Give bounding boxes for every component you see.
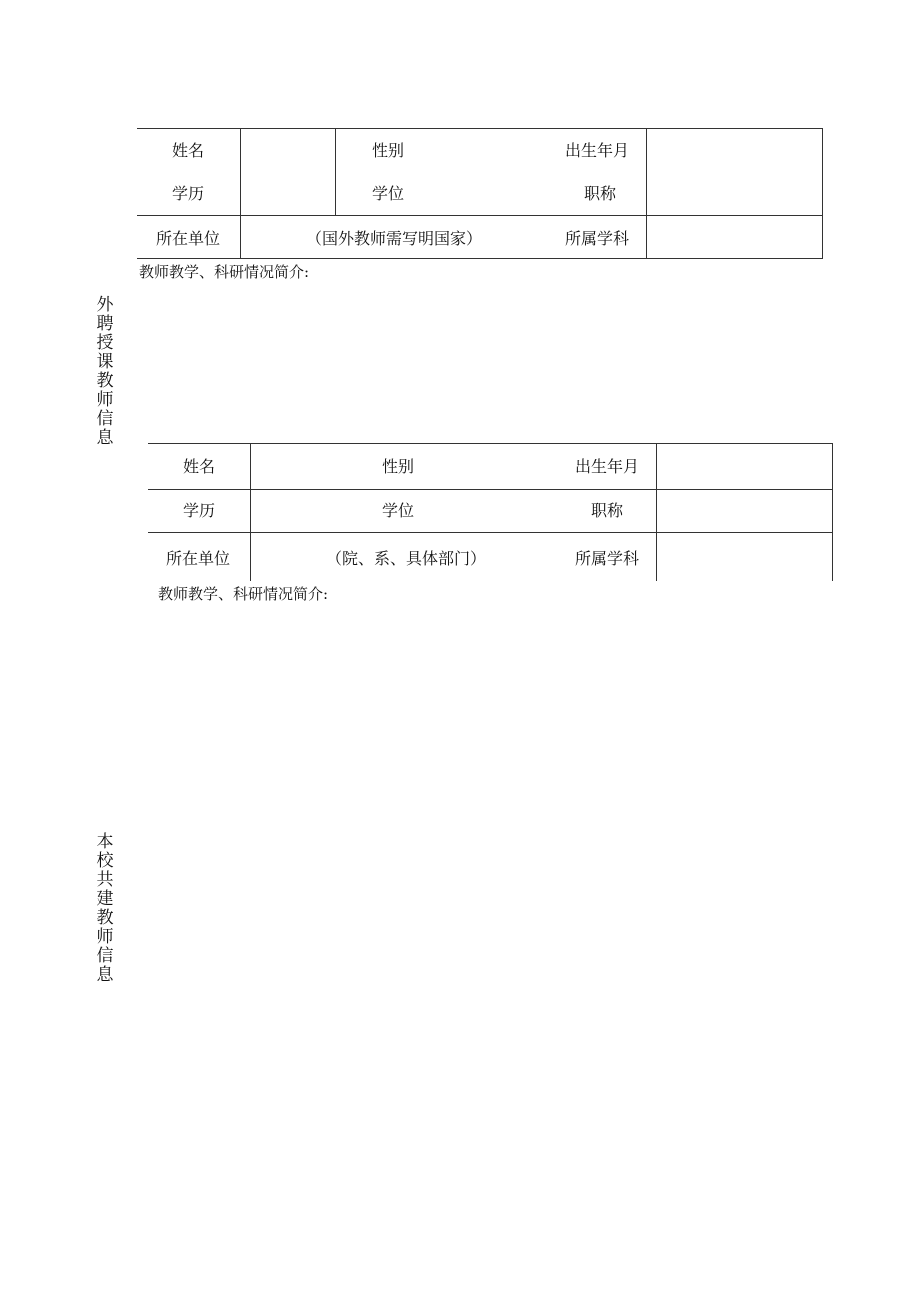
degree-label: 学位 bbox=[372, 184, 405, 203]
education-label: 学历 bbox=[183, 501, 216, 520]
name-label: 姓名 bbox=[183, 457, 216, 476]
name-field[interactable] bbox=[242, 130, 334, 172]
title-field[interactable] bbox=[658, 491, 831, 531]
intro-area[interactable] bbox=[158, 606, 833, 1026]
internal-side-label: 本校共建教师信息 bbox=[96, 832, 114, 985]
education-label: 学历 bbox=[172, 184, 205, 203]
table2-col-divider-1 bbox=[250, 443, 251, 581]
table2-col-divider-2 bbox=[656, 443, 657, 581]
table1-col-divider-1 bbox=[240, 128, 241, 259]
unit-hint[interactable]: （国外教师需写明国家） bbox=[306, 229, 483, 248]
discipline-field[interactable] bbox=[658, 534, 831, 580]
table1-col-divider-3 bbox=[646, 128, 647, 259]
birth-label: 出生年月 bbox=[575, 457, 640, 476]
table1-col-divider-2 bbox=[335, 128, 336, 215]
table2-right-border bbox=[832, 443, 833, 581]
table1-right-border bbox=[822, 128, 823, 259]
birth-label: 出生年月 bbox=[565, 141, 630, 160]
unit-hint[interactable]: （院、系、具体部门） bbox=[326, 549, 487, 568]
birth-field[interactable] bbox=[658, 445, 831, 488]
intro-area[interactable] bbox=[139, 284, 823, 434]
title-label: 职称 bbox=[591, 501, 624, 520]
intro-label: 教师教学、科研情况简介: bbox=[158, 585, 329, 603]
discipline-label: 所属学科 bbox=[565, 229, 630, 248]
title-label: 职称 bbox=[584, 184, 617, 203]
gender-label: 性别 bbox=[382, 457, 415, 476]
discipline-field[interactable] bbox=[648, 217, 821, 257]
unit-label: 所在单位 bbox=[156, 229, 221, 248]
name-label: 姓名 bbox=[172, 141, 205, 160]
photo-field[interactable] bbox=[648, 130, 821, 214]
intro-label: 教师教学、科研情况简介: bbox=[139, 263, 310, 281]
gender-label: 性别 bbox=[372, 141, 405, 160]
degree-label: 学位 bbox=[382, 501, 415, 520]
external-side-label: 外聘授课教师信息 bbox=[96, 295, 114, 448]
discipline-label: 所属学科 bbox=[575, 549, 640, 568]
unit-label: 所在单位 bbox=[166, 549, 231, 568]
